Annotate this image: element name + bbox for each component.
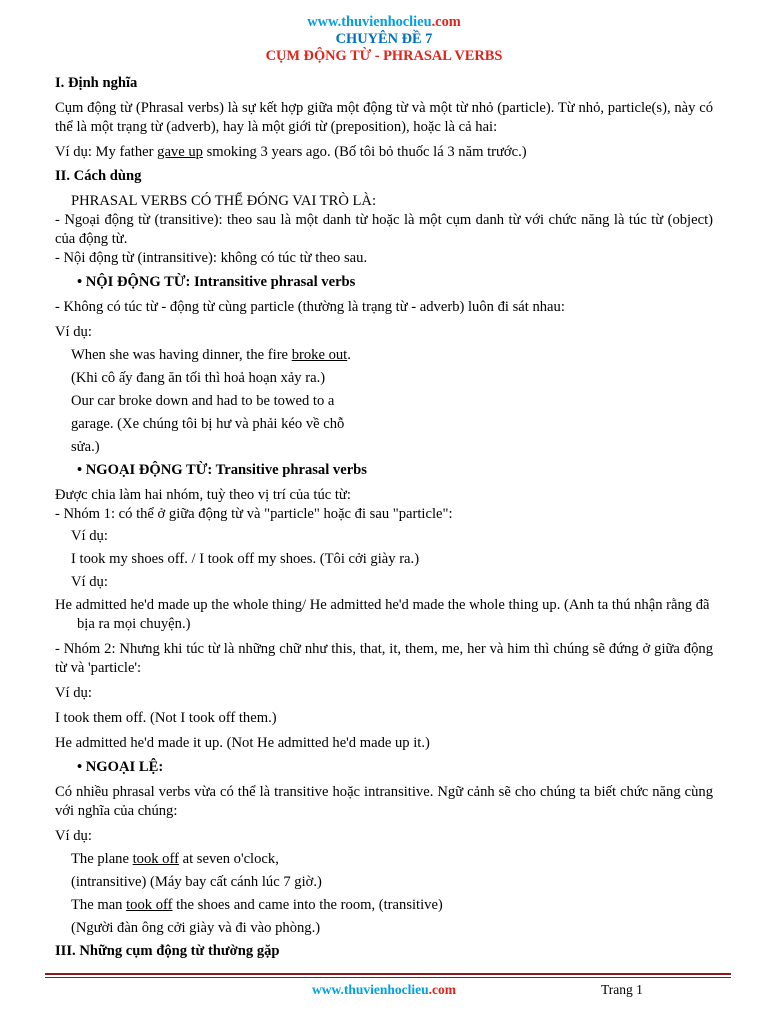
footer-site-link[interactable] — [0, 982, 768, 998]
header-site-link[interactable] — [55, 14, 713, 31]
exception-example-2 — [55, 894, 713, 917]
site-tld: .com — [431, 14, 461, 30]
document-title: CỤM ĐỘNG TỪ - PHRASAL VERBS — [265, 47, 503, 64]
chapter-label: CHUYÊN ĐỀ 7 — [335, 30, 433, 47]
text: Ví dụ: My father — [55, 143, 158, 160]
group-1-description: - Nhóm 1: có thể ở giữa động từ và "particle" hoặc đi sau "particle": — [55, 505, 453, 522]
intransitive-example-2: Our car broke down and had to be towed to a garage. (Xe chúng tôi bị hư và phải kéo về chỗ sửa.) — [71, 392, 345, 455]
example-label: Ví dụ: — [55, 685, 92, 702]
text: The plane — [71, 851, 133, 868]
exceptions-description: Có nhiều phrasal verbs vừa có thể là transitive hoặc intransitive. Ngữ cảnh sẽ cho chúng ta biết chức năng cùng với nghĩa của chúng: — [55, 784, 713, 820]
group-1-example-1: I took my shoes off. / I took off my shoes. (Tôi cởi giày ra.) Ví dụ: — [71, 551, 420, 591]
section-heading-definition: I. Định nghĩa — [55, 74, 138, 91]
text: . (Khi cô ấy đang ăn tối thì hoả hoạn xảy ra.) — [71, 346, 351, 386]
exception-example-2-translation: (Người đàn ông cởi giày và đi vào phòng.) — [71, 920, 321, 937]
bullet-intransitive: • NỘI ĐỘNG TỪ: Intransitive phrasal verbs — [77, 273, 356, 290]
section-heading-common-verbs: III. Những cụm động từ thường gặp — [55, 943, 280, 960]
text: the shoes and came into the room, (transitive) — [172, 897, 443, 914]
footer-site-name: www.thuvienhoclieu — [311, 982, 429, 997]
text: at seven o'clock, — [178, 851, 279, 868]
intransitive-description: - Không có túc từ - động từ cùng particle (thường là trạng từ - adverb) luôn đi sát nhau: — [55, 298, 565, 315]
underlined-phrase: took off — [126, 897, 173, 914]
underlined-phrase: gave up — [157, 143, 203, 160]
definition-example — [55, 143, 713, 162]
bullet-transitive: • NGOẠI ĐỘNG TỪ: Transitive phrasal verbs — [77, 461, 367, 478]
group-1-example-2: He admitted he'd made up the whole thing/ He admitted he'd made the whole thing up. (Anh ta thú nhận rằng đã bịa ra mọi chuyện.) — [55, 597, 710, 633]
document-page — [55, 14, 713, 961]
example-label: Ví dụ: — [71, 528, 108, 545]
footer-rule — [45, 973, 731, 975]
usage-intro: PHRASAL VERBS CÓ THỂ ĐÓNG VAI TRÒ LÀ: — [71, 192, 377, 209]
group-2-example-1: I took them off. (Not I took off them.) — [55, 710, 277, 727]
footer-rule-thin — [45, 977, 731, 978]
group-2-example-2: He admitted he'd made it up. (Not He admitted he'd made up it.) — [55, 735, 430, 752]
site-name: www.thuvienhoclieu — [307, 14, 432, 30]
bullet-exceptions: • NGOẠI LỆ: — [77, 759, 164, 776]
document-header — [55, 14, 713, 65]
page-number: Trang 1 — [601, 982, 643, 997]
definition-paragraph: Cụm động từ (Phrasal verbs) là sự kết hợp giữa một động từ và một từ nhỏ (particle). Từ nhỏ, particle(s), này có thể là một trạng từ (adverb), hay là một giới từ (preposition), hoặc là cả hai: — [55, 99, 713, 135]
exception-example-1 — [55, 848, 713, 871]
intransitive-example-1 — [55, 344, 371, 390]
transitive-description: Được chia làm hai nhóm, tuỳ theo vị trí của túc từ: — [55, 486, 351, 503]
transitive-definition: - Ngoại động từ (transitive): theo sau là một danh từ hoặc là một cụm danh từ với chức năng là túc từ (object) của động từ. — [55, 211, 713, 247]
footer-site-tld: .com — [428, 982, 457, 997]
section-heading-usage: II. Cách dùng — [55, 167, 142, 184]
text: smoking 3 years ago. (Bố tôi bỏ thuốc lá 3 năm trước.) — [202, 143, 527, 160]
intransitive-definition: - Nội động từ (intransitive): không có túc từ theo sau. — [55, 249, 368, 266]
group-2-description: - Nhóm 2: Nhưng khi túc từ là những chữ như this, that, it, them, me, her và him thì chúng sẽ đứng ở giữa động từ và 'particle': — [55, 641, 713, 677]
text: When she was having dinner, the fire — [71, 346, 292, 363]
example-label: Ví dụ: — [55, 323, 92, 340]
underlined-phrase: took off — [132, 851, 179, 868]
exception-example-1-translation: (intransitive) (Máy bay cất cánh lúc 7 giờ.) — [71, 874, 322, 891]
text: The man — [71, 897, 127, 914]
example-label: Ví dụ: — [55, 828, 92, 845]
underlined-phrase: broke out — [291, 346, 348, 363]
